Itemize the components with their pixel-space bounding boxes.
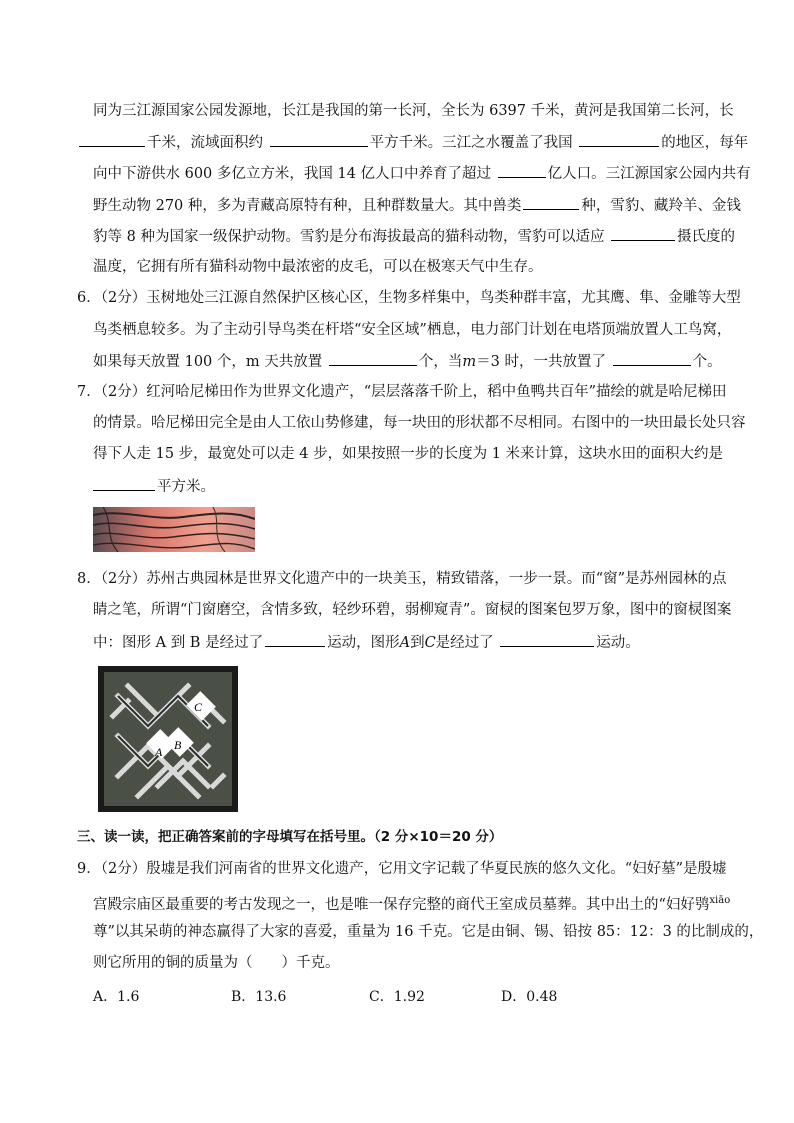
- q9-text: 则它所用的铜的质量为（ ）千克。: [93, 955, 340, 971]
- q8-variable: A: [399, 635, 411, 651]
- option-d[interactable]: D．0.48: [501, 989, 558, 1005]
- intro-text: 温度，它拥有所有猫科动物中最浓密的皮毛，可以在极寒天气中生存。: [93, 259, 543, 275]
- q6-text: 如果每天放置 100 个，m 天共放置: [93, 354, 323, 370]
- q8-text: 是经过了: [435, 635, 494, 651]
- section-3-heading: [77, 827, 502, 847]
- answer-blank[interactable]: [270, 132, 368, 147]
- q7-text: 平方米。: [157, 479, 215, 495]
- intro-line-2: [77, 132, 748, 153]
- q9-text: 尊”以其呆萌的神态赢得了大家的喜爱，重量为 16 千克。它是由铜、锡、铅按 85：12：3 的比制成的，: [93, 924, 764, 940]
- q8-variable: C: [424, 635, 436, 651]
- q8-line-3: [93, 632, 640, 653]
- q9-line-1: [77, 859, 727, 879]
- intro-text: 亿人口。三江源国家公园内共有: [547, 166, 751, 182]
- q7-text: 得下人走 15 步，最宽处可以走 4 步，如果按照一步的长度为 1 米来计算，这块水田的面积大约是: [93, 446, 724, 462]
- intro-text: 摄氏度的: [677, 229, 736, 245]
- answer-blank[interactable]: [498, 163, 546, 178]
- option-b[interactable]: B．13.6: [231, 989, 287, 1005]
- answer-blank[interactable]: [523, 195, 579, 210]
- intro-text: 的地区，每年: [661, 135, 749, 151]
- intro-line-3: [93, 163, 751, 184]
- section-title: 三、读一读，把正确答案前的字母填写在括号里。（2 分×10＝20 分）: [77, 829, 503, 845]
- answer-blank[interactable]: [329, 351, 417, 366]
- intro-text: 同为三江源国家公园发源地，长江是我国的第一长河，全长为 6397 千米，黄河是我国第二长河，长: [93, 103, 734, 119]
- q8-line-1: [77, 569, 727, 589]
- q6-variable: m: [462, 354, 477, 370]
- q7-line-2: [93, 413, 746, 433]
- q6-text: ＝3 时，一共放置了: [476, 354, 606, 370]
- label-c: C: [194, 700, 203, 714]
- answer-blank[interactable]: [500, 632, 594, 647]
- q8-line-2: [93, 600, 731, 620]
- option-c[interactable]: C．1.92: [369, 989, 425, 1005]
- answer-blank[interactable]: [611, 226, 675, 241]
- q9-text: 9．（2分）殷墟是我们河南省的世界文化遗产，它用文字记载了华夏民族的悠久文化。“妇好墓”是殷墟: [77, 861, 727, 877]
- q8-text: 中：图形 A 到 B 是经过了: [93, 635, 264, 651]
- label-b: B: [174, 738, 182, 752]
- intro-line-5: [93, 226, 735, 247]
- answer-blank[interactable]: [265, 632, 325, 647]
- q6-line-1: [77, 288, 741, 308]
- option-a[interactable]: A．1.6: [93, 989, 140, 1005]
- q8-text: 运动。: [596, 635, 640, 651]
- intro-text: 野生动物 270 种，多为青藏高原特有种，且种群数量大。其中兽类: [93, 198, 522, 214]
- intro-line-6: [93, 257, 543, 277]
- q8-text: 到: [410, 635, 425, 651]
- q7-text: 7．（2分）红河哈尼梯田作为世界文化遗产，“层层落落千阶上，稻中鱼鸭共百年”描绘的就是哈尼梯田: [77, 384, 727, 400]
- window-lattice-image: [98, 666, 238, 812]
- q6-line-2: [93, 320, 731, 340]
- q6-line-3: [93, 351, 722, 372]
- q6-text: 鸟类栖息较多。为了主动引导鸟类在杆塔“安全区域”栖息，电力部门计划在电塔顶端放置人工鸟窝，: [93, 322, 732, 338]
- answer-blank[interactable]: [579, 132, 659, 147]
- intro-line-4: [93, 195, 741, 216]
- intro-text: 豹等 8 种为国家一级保护动物。雪豹是分布海拔最高的猫科动物，雪豹可以适应: [93, 229, 605, 245]
- intro-text: 平方千米。三江之水覆盖了我国: [369, 135, 573, 151]
- q9-text: 宫殿宗庙区最重要的考古发现之一，也是唯一保存完整的商代王室成员墓葬。其中出土的“妇好鸮: [93, 896, 710, 913]
- intro-text: 种，雪豹、藏羚羊、金钱: [581, 198, 741, 214]
- q9-line-3: [93, 922, 763, 942]
- q9-line-2: [93, 891, 730, 915]
- intro-text: 向中下游供水 600 多亿立方米，我国 14 亿人口中养育了超过: [93, 166, 492, 182]
- q6-text: 个。: [692, 354, 722, 370]
- q7-line-1: [77, 382, 727, 402]
- q6-text: 6．（2分）玉树地处三江源自然保护区核心区，生物多样集中，鸟类种群丰富，尤其鹰、隼、金雕等大型: [77, 290, 741, 306]
- q9-line-4: [93, 953, 340, 973]
- q8-text: 睛之笔，所谓“门窗磨空，含情多致，轻纱环碧，弱柳窥青”。窗棂的图案包罗万象，图中的窗棂图案: [93, 602, 732, 618]
- intro-text: 千米，流域面积约: [147, 135, 263, 151]
- intro-line-1: [93, 101, 734, 121]
- q7-text: 的情景。哈尼梯田完全是由人工依山势修建，每一块田的形状都不尽相同。右图中的一块田最长处只容: [93, 415, 746, 431]
- q8-text: 运动，图形: [327, 635, 400, 651]
- rice-terrace-image: [93, 507, 255, 552]
- answer-blank[interactable]: [79, 132, 145, 147]
- label-a: A: [155, 745, 163, 759]
- q6-text: 个，当: [418, 354, 463, 370]
- q8-text: 8．（2分）苏州古典园林是世界文化遗产中的一块美玉，精致错落，一步一景。而“窗”是苏州园林的点: [77, 571, 727, 587]
- q7-line-4: [91, 476, 215, 497]
- q7-line-3: [93, 444, 723, 464]
- q9-pinyin: xiāo: [709, 895, 731, 906]
- answer-blank[interactable]: [613, 351, 691, 366]
- answer-blank[interactable]: [93, 476, 155, 491]
